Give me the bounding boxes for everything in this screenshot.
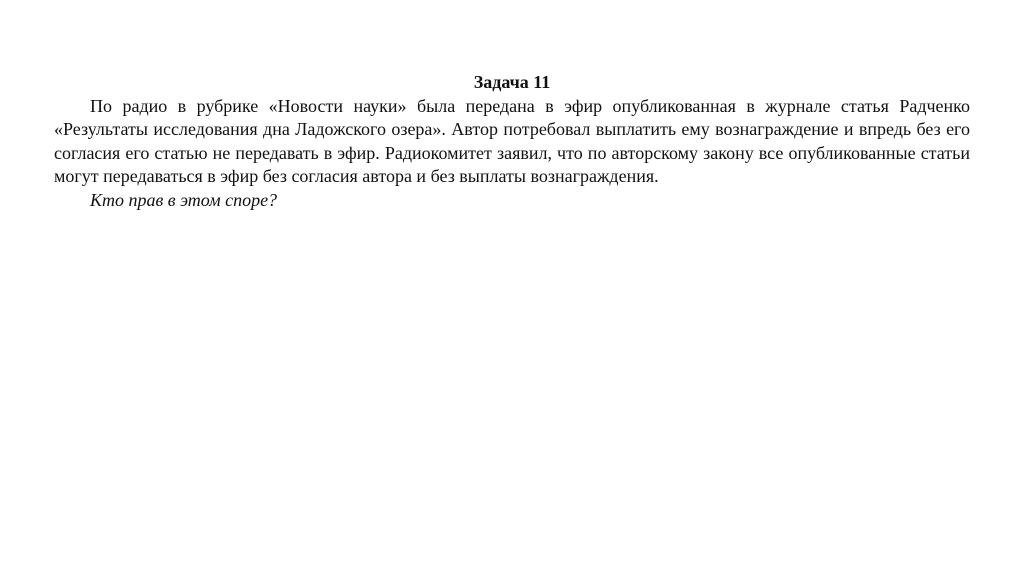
- document-content: [54, 71, 970, 212]
- task-title: Задача 11: [473, 72, 551, 92]
- task-question: Кто прав в этом споре?: [90, 189, 278, 210]
- task-body-paragraph: По радио в рубрике «Новости науки» была передана в эфир опубликованная в журнале статья Радченко «Результаты исследования дна Ладожского озера». Автор потребовал выплатить ему вознаграждение и впредь без его согласия его статью не передавать в эфир. Радиокомитет заявил, что по авторскому закону все опубликованные статьи могут передаваться в эфир без согласия автора и без выплаты вознаграждения.: [54, 95, 970, 186]
